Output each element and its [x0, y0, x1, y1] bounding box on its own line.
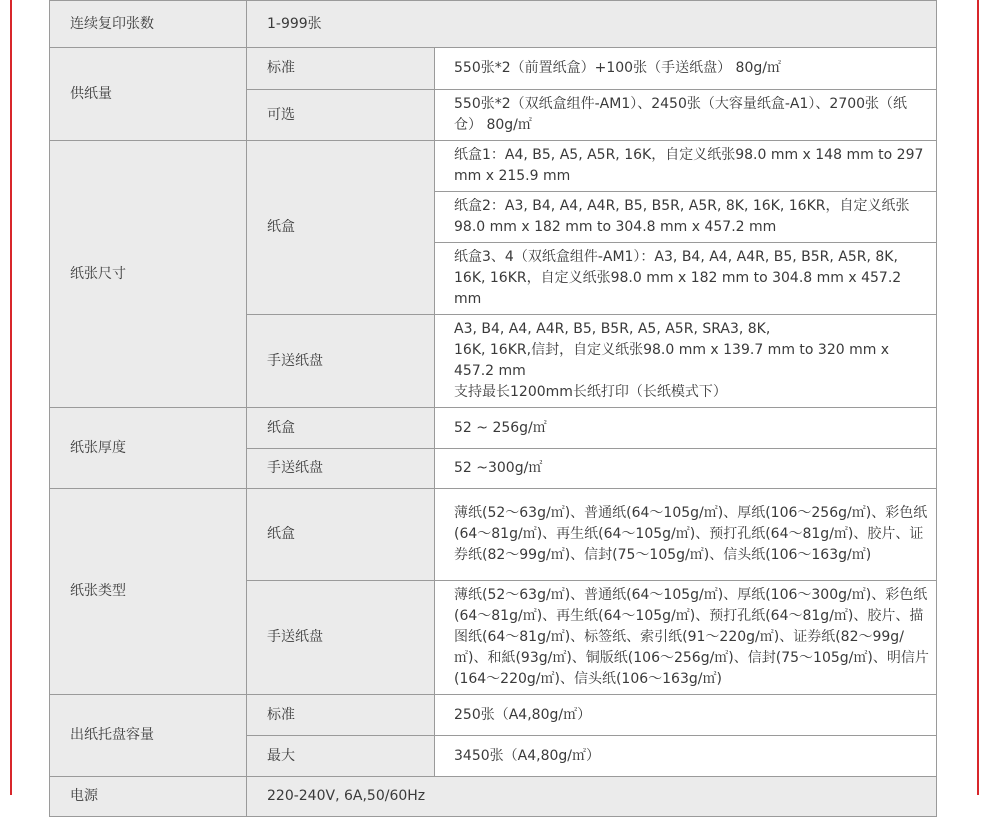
bypass-line-2: 16K, 16KR,信封，自定义纸张98.0 mm x 139.7 mm to 320 mm x 457.2 mm [454, 342, 890, 379]
value-size-tray1: 纸盒1：A4, B5, A5, A5R, 16K，自定义纸张98.0 mm x 148 mm to 297 mm x 215.9 mm [435, 141, 937, 192]
sub-label-thickness-bypass: 手送纸盘 [247, 449, 435, 489]
row-label-thickness: 纸张厚度 [50, 408, 247, 489]
value-supply-optional: 550张*2（双纸盒组件-AM1）、2450张（大容量纸盒-A1）、2700张（纸仓） 80g/㎡ [435, 90, 937, 141]
table-row-power [50, 777, 937, 817]
sub-label-type-bypass: 手送纸盘 [247, 581, 435, 695]
row-value-copies: 1-999张 [247, 1, 937, 48]
row-label-power: 电源 [50, 777, 247, 817]
value-thickness-tray: 52 ~ 256g/㎡ [435, 408, 937, 449]
left-red-border [10, 0, 12, 795]
row-value-power: 220-240V, 6A,50/60Hz [247, 777, 937, 817]
sub-label-output-max: 最大 [247, 736, 435, 777]
sub-label-supply-optional: 可选 [247, 90, 435, 141]
table-row-copies [50, 1, 937, 48]
spec-table [49, 0, 937, 817]
value-size-tray2: 纸盒2：A3, B4, A4, A4R, B5, B5R, A5R, 8K, 16K, 16KR，自定义纸张98.0 mm x 182 mm to 304.8 mm x 457.2 mm [435, 192, 937, 243]
table-row-output-standard [50, 695, 937, 736]
value-supply-standard: 550张*2（前置纸盒）+100张（手送纸盘） 80g/㎡ [435, 48, 937, 90]
right-red-border [977, 0, 979, 795]
table-row-size-tray1 [50, 141, 937, 192]
value-output-max: 3450张（A4,80g/㎡） [435, 736, 937, 777]
sub-label-size-tray: 纸盒 [247, 141, 435, 315]
row-label-supply: 供纸量 [50, 48, 247, 141]
sub-label-type-tray: 纸盒 [247, 489, 435, 581]
bypass-line-3: 支持最长1200mm长纸打印（长纸模式下） [454, 384, 727, 400]
bypass-line-1: A3, B4, A4, A4R, B5, B5R, A5, A5R, SRA3, 8K, [454, 321, 771, 337]
row-label-type: 纸张类型 [50, 489, 247, 695]
value-thickness-bypass: 52 ~300g/㎡ [435, 449, 937, 489]
table-row-type-tray [50, 489, 937, 581]
sub-label-size-bypass: 手送纸盘 [247, 315, 435, 408]
row-label-size: 纸张尺寸 [50, 141, 247, 408]
table-row-thickness-tray [50, 408, 937, 449]
value-type-bypass: 薄纸(52～63g/㎡)、普通纸(64～105g/㎡)、厚纸(106～300g/㎡)、彩色纸(64～81g/㎡)、再生纸(64～105g/㎡)、预打孔纸(64～81g/㎡)、胶片、描图纸(64～81g/㎡)、标签纸、索引纸(91～220g/㎡)、证券纸(82～99g/㎡)、和紙(93g/㎡)、铜版纸(106～256g/㎡)、信封(75～105g/㎡)、明信片(164～220g/㎡)、信头纸(106～163g/㎡) [435, 581, 937, 695]
sub-label-output-standard: 标准 [247, 695, 435, 736]
table-row-supply-standard [50, 48, 937, 90]
value-output-standard: 250张（A4,80g/㎡） [435, 695, 937, 736]
sub-label-supply-standard: 标准 [247, 48, 435, 90]
value-size-tray34: 纸盒3、4（双纸盒组件-AM1）：A3, B4, A4, A4R, B5, B5R, A5R, 8K, 16K, 16KR，自定义纸张98.0 mm x 182 mm to 304.8 mm x 457.2 mm [435, 243, 937, 315]
sub-label-thickness-tray: 纸盒 [247, 408, 435, 449]
row-label-output: 出纸托盘容量 [50, 695, 247, 777]
value-size-bypass [435, 315, 937, 408]
value-type-tray: 薄纸(52～63g/㎡)、普通纸(64～105g/㎡)、厚纸(106～256g/㎡)、彩色纸(64～81g/㎡)、再生纸(64～105g/㎡)、预打孔纸(64～81g/㎡)、胶片、证券纸(82～99g/㎡)、信封(75～105g/㎡)、信头纸(106～163g/㎡) [435, 489, 937, 581]
row-label-copies: 连续复印张数 [50, 1, 247, 48]
